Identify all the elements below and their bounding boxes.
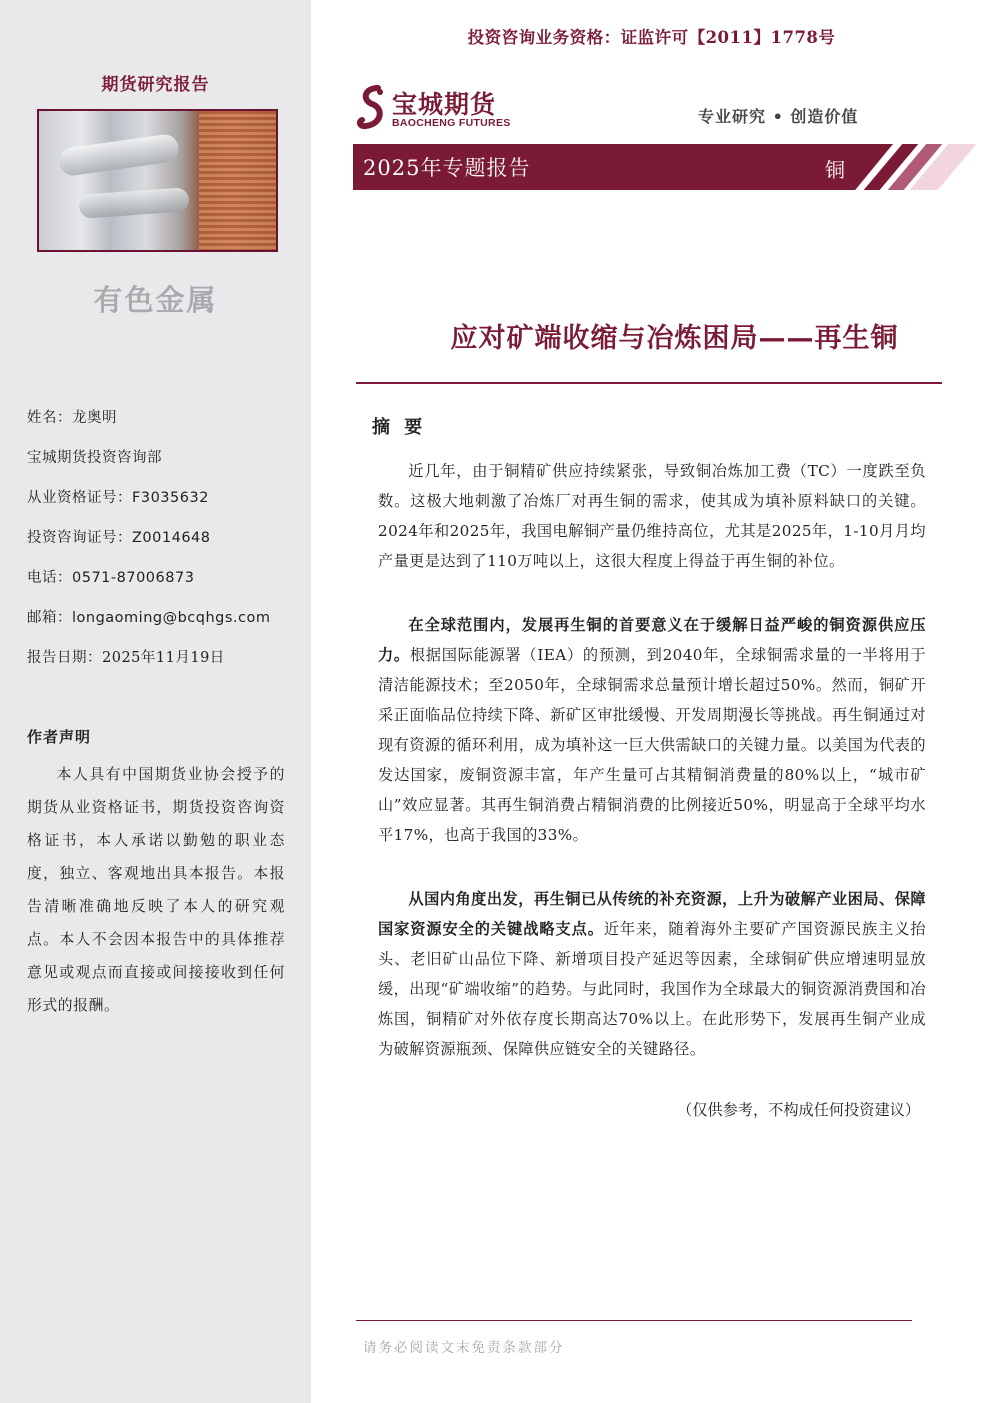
author-department: 宝城期货投资咨询部 [27, 450, 162, 466]
report-type: 期货研究报告 [101, 75, 210, 95]
author-name: 姓名：龙奥明 [27, 410, 117, 426]
paragraph-2-body: 根据国际能源署（IEA）的预测，到2040年，全球铜需求量的一半将用于清洁能源技术；至2050年，全球铜需求总量预计增长超过50%。然而，铜矿开采正面临品位持续下降、新矿区审批缓慢、开发周期漫长等挑战。再生铜通过对现有资源的循环利用，成为填补这一巨大供需缺口的关键力量。以美国为代表的发达国家，废铜资源丰富，年产生量可占其精铜消费量的80%以上，“城市矿山”效应显著。其再生铜消费占精铜消费的比例接近50%，明显高于全球平均水平17%，也高于我国的33%。 [378, 646, 926, 844]
sidebar [0, 0, 311, 1403]
author-phone: 电话：0571-87006873 [27, 570, 195, 586]
report-date: 报告日期：2025年11月19日 [27, 650, 225, 666]
banner-label: 2025年专题报告 [363, 156, 531, 180]
cover-photo [37, 109, 278, 252]
company-logo [356, 84, 526, 134]
report-title: 应对矿端收缩与冶炼困局——再生铜 [450, 323, 899, 354]
photo-tube [58, 133, 181, 177]
photo-tube [78, 187, 189, 219]
logo-english-name: BAOCHENG FUTURES [392, 117, 511, 129]
footer-divider [356, 1320, 912, 1321]
footer-text: 请务必阅读文末免责条款部分 [363, 1340, 565, 1356]
license-line: 投资咨询业务资格：证监许可【2011】1778号 [467, 28, 836, 47]
logo-chinese-name: 宝城期货 [392, 90, 497, 119]
logo-mark-icon [356, 84, 388, 130]
banner-commodity-tag: 铜 [825, 158, 845, 182]
abstract-paragraph-3 [378, 884, 926, 1064]
abstract-heading: 摘 要 [372, 417, 427, 438]
paragraph-3-lead: 从国内角度出发，再生铜已从传统的补充资源，上升为破解产业困局、保障国家资源安全的关键战略支点。 [378, 890, 926, 938]
abstract-paragraph-2 [378, 610, 926, 850]
author-advisory-license: 投资咨询证号：Z0014648 [27, 530, 211, 546]
abstract-paragraph-1: 近几年，由于铜精矿供应持续紧张，导致铜冶炼加工费（TC）一度跌至负数。这极大地刺激了冶炼厂对再生铜的需求，使其成为填补原料缺口的关键。2024年和2025年，我国电解铜产量仍维持高位，尤其是2025年，1-10月月均产量更是达到了110万吨以上，这很大程度上得益于再生铜的补位。 [378, 462, 926, 570]
disclaimer-note: （仅供参考，不构成任何投资建议） [677, 1101, 920, 1119]
paragraph-2-lead: 在全球范围内，发展再生铜的首要意义在于缓解日益严峻的铜资源供应压力。 [378, 616, 926, 664]
slogan: 专业研究 • 创造价值 [698, 107, 859, 126]
sector-label: 有色金属 [93, 283, 218, 317]
declaration-text: 本人具有中国期货业协会授予的期货从业资格证书，期货投资咨询资格证书，本人承诺以勤勉的职业态度，独立、客观地出具本报告。本报告清晰准确地反映了本人的研究观点。本人不会因本报告中的具体推荐意见或观点而直接或间接接收到任何形式的报酬。 [27, 766, 285, 1014]
author-license: 从业资格证号：F3035632 [27, 490, 209, 506]
photo-copper-coil [199, 111, 278, 252]
report-banner [353, 144, 943, 190]
paragraph-3-body: 近年来，随着海外主要矿产国资源民族主义抬头、老旧矿山品位下降、新增项目投产延迟等因素，全球铜矿供应增速明显放缓，出现“矿端收缩”的趋势。与此同时，我国作为全球最大的铜资源消费国和冶炼国，铜精矿对外依存度长期高达70%以上。在此形势下，发展再生铜产业成为破解资源瓶颈、保障供应链安全的关键路径。 [378, 920, 926, 1058]
author-email: 邮箱：longaoming@bcqhgs.com [27, 610, 271, 626]
declaration-title: 作者声明 [27, 728, 92, 746]
title-divider [356, 382, 942, 384]
